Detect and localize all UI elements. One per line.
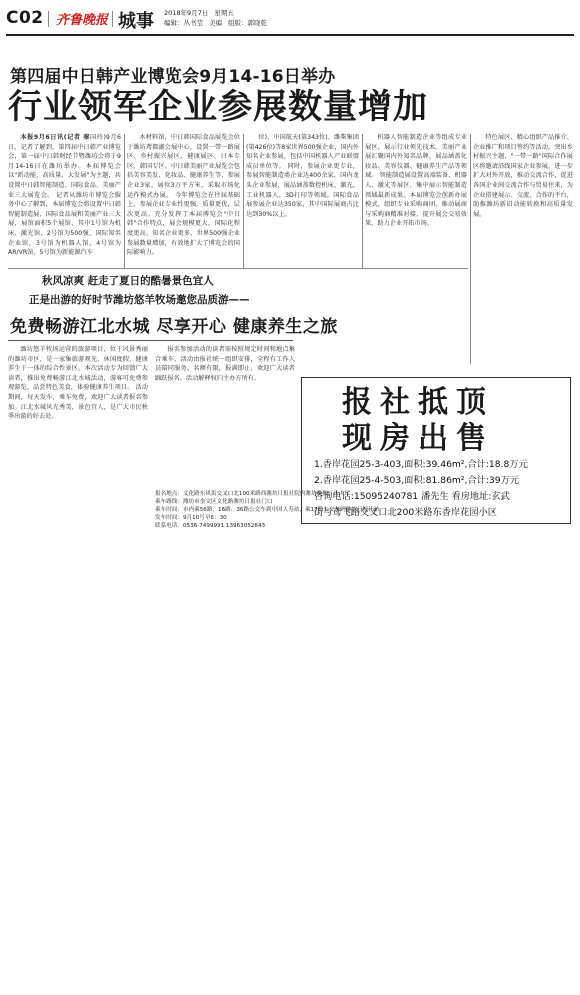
article2-rule [8,340,293,341]
issue-weekday: 星期五 [214,9,234,17]
article2-title: 免费畅游江北水城 尽享开心 健康养生之旅 [10,317,338,337]
editor-credit: 编辑：丛书莹 [164,19,203,27]
layout-credit: 组版：郭晓乾 [228,19,267,27]
article2-kicker: 秋风凉爽 赶走了夏日的酷暑景色宜人 [42,275,214,287]
departure-time: 发车时间：9月10号早6：30 [155,515,227,521]
real-estate-ad [301,377,571,524]
contact-phone: 联系电话：0536-7499991 13963052843 [155,523,266,529]
column-divider [362,134,363,268]
column-divider [124,134,125,268]
article2-kicker-2: 正是出游的好时节潍坊悠羊牧场邀您品质游—— [29,294,250,306]
article1-dateline: 本报9月6日讯(记者 秦 [20,134,90,141]
article1-col2-text: 木材料馆，中日韩国际食品展览会位于潍坊鸢都湖会展中心，设置一带一路展区、乡村振兴展区、健康展区、日本专区、韩国专区。中日韩美丽产业展览会包括美容美发、化妆品、健康养生等，参展企业3家，展位3万平方米，采取市场化运作模式办展。 今年博览会在往届基础上，参展企业专业性更强，质量更优，层次更高。充分发挥了本届博览会"中日韩"合作特点，展会规模更大，国际化程度更高，知名企业更多，世界500强企业参展数量增加，有效地扩大了博览会的国际影响力。 [127,134,240,257]
newspaper-logo: 齐鲁晚报 [56,13,109,28]
ad-title-line-1: 报社抵顶 [342,385,494,420]
ad-listing-2: 2.香岸花园25-4-503,面积:81.86m²,合计:39万元 [314,475,520,486]
column-divider [243,134,244,268]
divider [48,11,49,27]
issue-date: 2018年9月7日 [164,9,209,17]
article2-column-2 [155,345,295,485]
article1-col1-text: 国玲)9月6日，记者了解到，第四届中日韩产业博览会，第一届中日韩财经节暨潍坊会将于9月14-16日在潍坊举办。本届博览会以"新动能、高质量、大发展"为主题，共设置中日韩智能制造、国际食品、美丽产业三大展览会。 记者从潍坊市博览会服务中心了解到，本届博览会将设置中日韩智能制造展、国际食品展和美丽产业三大展，展馆面积5个展馆，其中1号馆为机床、激光馆，2号馆为500强、国际知名企业馆，3号馆为机器人馆，4号馆为AR/VR馆，5号馆为新能源汽车 [8,134,121,257]
article1-column-3 [246,133,359,268]
ad-listing-1: 1.香岸花园25-3-403,面积:39.46m²,合计:18.8万元 [314,459,528,470]
article-headline: 行业领军企业参展数量增加 [8,87,428,127]
article1-col5-text: 特色展区、精心组织产品推介、企业推广和项目签约等活动，突出乡村振兴主题，"一带一路"国际合作展区将邀请沿线国家企业参展，进一步扩大对外开放，推动交流合作，促进各国企业间交流合作与贸易往来，为企业搭建展示、交流、合作的平台，助推潍坊新旧动能转换和高质量发展。 [473,134,573,218]
article2-col1-text: 潍坊悠羊牧场运营的旅游项目，位于风景秀丽的潍坊市区，是一家集旅游观光、休闲度假、健康养生于一体的综合性景区。本次活动专为回馈广大读者，推出免费畅游江北水城活动，游客可免费参观游览，品尝特色美食，体验健康养生项目。 活动期间，每天发车，乘车免费，欢迎广大读者报名参加。江北水城风光秀美，景色宜人，是广大市民秋季出游的好去处。 [8,346,148,421]
column-divider [470,134,471,364]
section-divider [8,268,468,269]
divider [112,11,113,27]
page-code: C02 [6,8,44,28]
registration-location: 报名地点：文化路东风街交叉口北100米路西潍坊日报社院内潍坊晚报广告大厅 [155,491,351,497]
article1-col3-text: 位)、中国航天(第343位)、潍柴集团(第426位)等8家世界500强企业，国内外知名企业参展，包括中国机器人产业联盟成员单位等。 同时，参展企业更专业，参展智能制造类企业达400余家，国内龙头企业参展，展品涵盖数控机床、激光、工业机器人、3D打印等领域。国际食品展参展企业达350家，其中国际展商占比达到30%以上。 [246,134,359,218]
event-info-block [155,490,380,530]
boarding-route: 乘车路线：潍坊市奎文区文化路潍坊日报社门口 [155,499,273,505]
article1-col4-text: 机器人智能制造企业等组成专业展区，展示行业领先技术。美丽产业展汇聚国内外知名品牌，展品涵盖化妆品、美容仪器、健康养生产品等领域。 智能制造展设置高端装备、机器人、激光等展区，集中展示智能制造领域最新成果。本届博览会创新办展模式，组织专业采购商团，推动展商与采购商精准对接，提升展会交易效果，助力企业开拓市场。 [365,134,467,228]
ad-title-line-2: 现房出售 [342,421,494,456]
article1-column-4 [365,133,467,268]
ad-address: 街与鸢飞路交叉口北200米路东香岸花园小区 [314,507,497,518]
designer-credit: 美编 [209,19,222,27]
article2-column-1 [8,345,148,523]
masthead-meta [164,8,273,28]
article1-column-1 [8,133,121,273]
article1-column-2 [127,133,240,268]
masthead [6,6,574,32]
article2-col2-text: 报名参加活动的读者需按照规定时间和地点集合乘车，活动由报社统一组织安排，全程有工作人员陪同服务。名额有限，报满即止，欢迎广大读者踊跃报名。活动解释权归主办方所有。 [155,346,295,382]
article-subheadline: 第四届中日韩产业博览会9月14-16日举办 [10,67,336,87]
masthead-rule [6,34,574,36]
ad-contact: 咨询电话:15095240781 潘先生 看房地址:玄武 [314,491,510,502]
section-name: 城事 [118,11,154,32]
article1-column-5 [473,133,573,363]
bus-route: 乘车时间：市内乘56路、16路、36路公交车到中国人寿站，乘17路公交车到潍坊日报社站 [155,507,380,513]
